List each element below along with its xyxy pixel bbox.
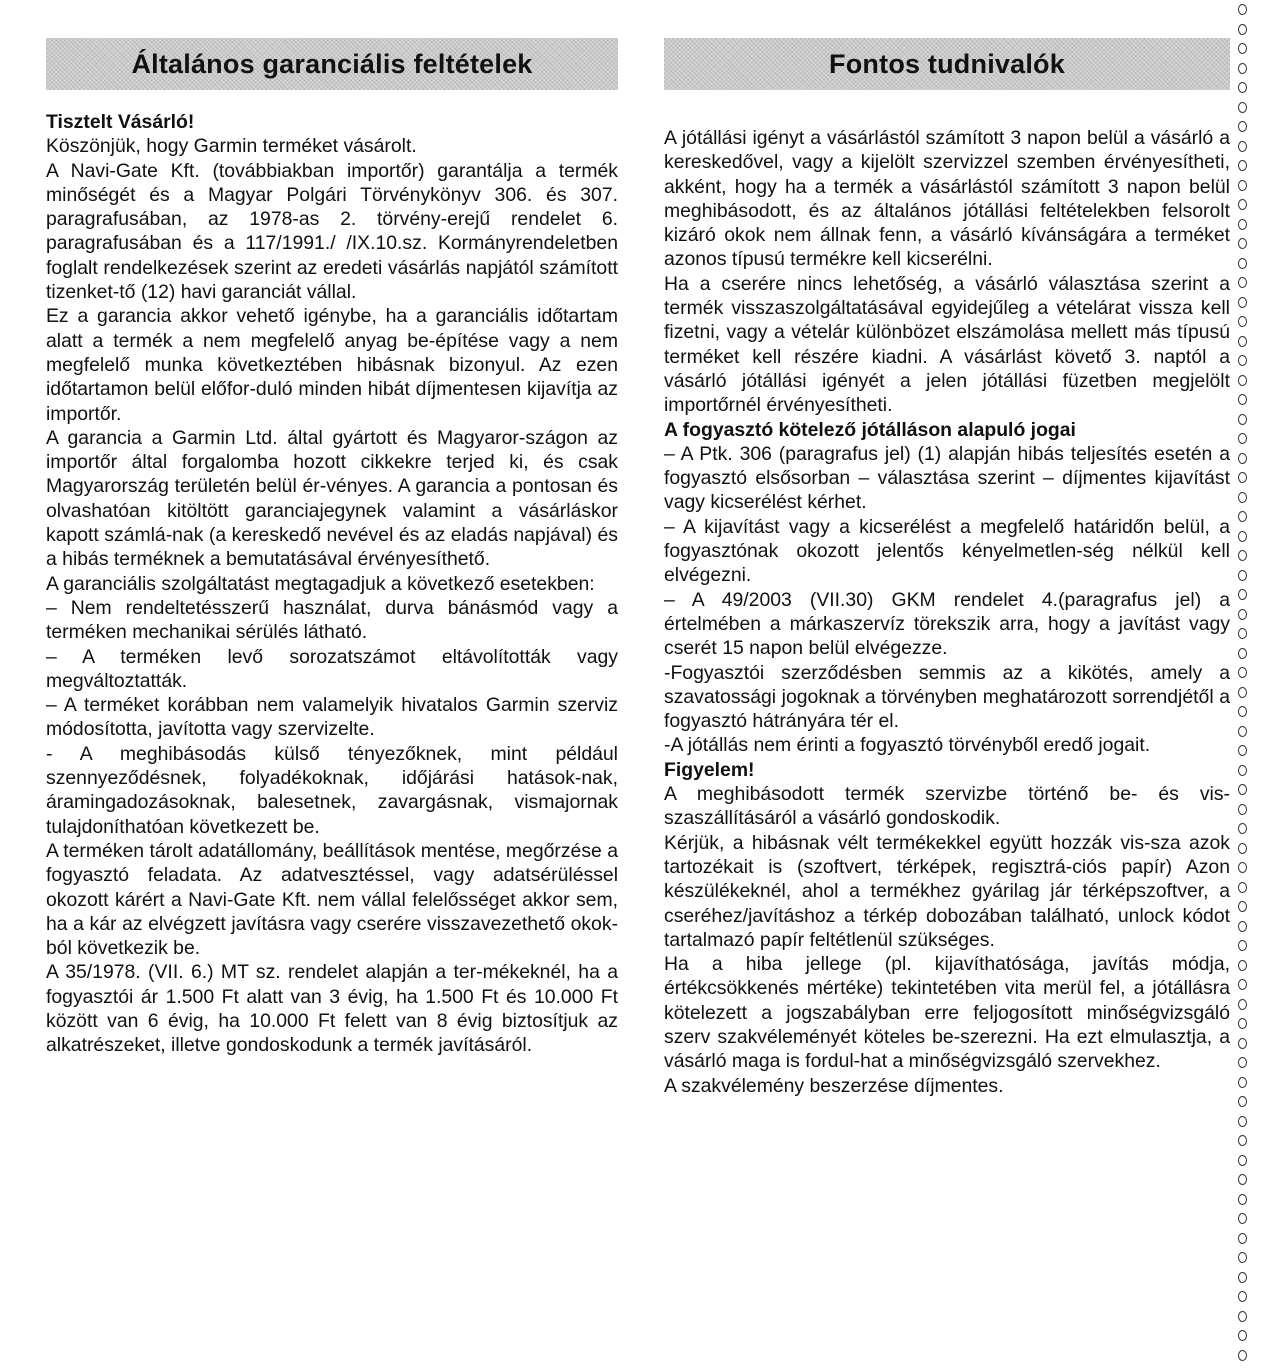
left-paragraph: – Nem rendeltetésszerű használat, durva bánásmód vagy a terméken mechanikai sérülés látható. (46, 596, 618, 644)
right-title: Fontos tudnivalók (829, 48, 1065, 79)
binding-hole (1238, 43, 1247, 54)
left-column (46, 38, 618, 1058)
left-paragraph: A 35/1978. (VII. 6.) MT sz. rendelet alapján a ter-mékeknél, ha a fogyasztói ár 1.500 Ft alatt van 3 évig, ha 1.500 Ft és 10.000 Ft között van 6 évig, ha 10.000 Ft felett van 8 évig biztosítjuk az alkatrészeket, illetve gondoskodunk a termék javításáról. (46, 961, 618, 1057)
binding-hole (1238, 531, 1247, 542)
binding-hole (1238, 823, 1247, 834)
binding-hole (1238, 745, 1247, 756)
left-paragraph: – A terméket korábban nem valamelyik hivatalos Garmin szerviz módosította, javította vagy szervizelte. (46, 694, 618, 741)
binding-hole (1238, 999, 1247, 1010)
right-paragraph: Ha a cserére nincs lehetőség, a vásárló választása szerint a termék visszaszolgáltatásával egyidejűleg a vételárat vissza kell fizetni, vagy a vételár különbözet elszámolása mellett más típusú terméket kell részére kiadni. A vásárlást követő 3. naptól a vásárló jótállási igényét a jelen jótállási füzetben megjelölt importőrnél érvényesítheti. (664, 272, 1230, 417)
right-paragraph: Figyelem! (664, 758, 755, 781)
binding-hole (1238, 63, 1247, 74)
binding-hole (1238, 1213, 1247, 1224)
left-body (46, 110, 618, 1058)
binding-hole (1238, 1291, 1247, 1302)
binding-hole (1238, 609, 1247, 620)
binding-hole (1238, 375, 1247, 386)
right-paragraph: Ha a hiba jellege (pl. kijavíthatósága, javítás módja, értékcsökkenés mértéke) tekintetében vita merül fel, a jótállásra kötelezett a jogszabályban erre feljogosított minőségvizsgáló szerv szakvéleményét köteles be-szerezni. Ha ezt elmulasztja, a vásárló maga is fordul-hat a minőségvizsgáló szervekhez. (664, 953, 1230, 1073)
left-paragraph: Ez a garancia akkor vehető igénybe, ha a garanciális időtartam alatt a termék a nem megfelelő anyag be-építése vagy a nem megfelelő munka következtében hibásnak bizonyul. Az ezen időtartamon belül előfor-duló minden hibát díjmentesen kijavítja az importőr. (46, 305, 618, 425)
right-paragraph: -A jótállás nem érinti a fogyasztó törvényből eredő jogait. (664, 734, 1151, 757)
binding-hole (1238, 726, 1247, 737)
binding-hole (1238, 4, 1247, 15)
spiral-binding (1237, 0, 1277, 1372)
binding-hole (1238, 862, 1247, 873)
binding-hole (1238, 511, 1247, 522)
left-paragraph: – A terméken levő sorozatszámot eltávolították vagy megváltoztatták. (46, 645, 618, 692)
binding-hole (1238, 355, 1247, 366)
left-paragraph: A garanciális szolgáltatást megtagadjuk a következő esetekben: (46, 572, 595, 595)
binding-hole (1238, 1077, 1247, 1088)
binding-hole (1238, 804, 1247, 815)
binding-hole (1238, 921, 1247, 932)
binding-hole (1238, 336, 1247, 347)
binding-hole (1238, 960, 1247, 971)
binding-hole (1238, 1135, 1247, 1146)
binding-hole (1238, 687, 1247, 698)
left-paragraph: A Navi-Gate Kft. (továbbiakban importőr) garantálja a termék minőségét és a Magyar Polgári Törvénykönyv 306. és 307. paragrafusában, az 1978-as 2. törvény-erejű rendelet 6. paragrafusában és a 117/1991./ /IX.10.sz. Kormányrendeletben foglalt rendelkezések szerint az eredeti vásárlás napjától számított tizenket-tő (12) havi garanciát vállal. (46, 159, 618, 304)
binding-hole (1238, 24, 1247, 35)
binding-hole (1238, 316, 1247, 327)
binding-hole (1238, 901, 1247, 912)
binding-hole (1238, 199, 1247, 210)
binding-hole (1238, 1018, 1247, 1029)
right-paragraph: – A Ptk. 306 (paragrafus jel) (1) alapján hibás teljesítés esetén a fogyasztó elsősorban – választása szerint – díjmentes kijavítást vagy kicserélést kérhet. (664, 442, 1230, 514)
binding-hole (1238, 1057, 1247, 1068)
binding-hole (1238, 1252, 1247, 1263)
binding-hole (1238, 882, 1247, 893)
right-paragraph: – A 49/2003 (VII.30) GKM rendelet 4.(paragrafus jel) a értelmében a márkaszervíz törekszik arra, hogy a javítást vagy cserét 15 napon belül elvégezze. (664, 588, 1230, 660)
binding-hole (1238, 1311, 1247, 1322)
binding-hole (1238, 1350, 1247, 1361)
binding-hole (1238, 765, 1247, 776)
left-paragraph: Köszönjük, hogy Garmin terméket vásárolt. (46, 135, 417, 158)
binding-hole (1238, 940, 1247, 951)
binding-hole (1238, 1155, 1247, 1166)
binding-hole (1238, 180, 1247, 191)
binding-hole (1238, 297, 1247, 308)
binding-hole (1238, 160, 1247, 171)
binding-hole (1238, 628, 1247, 639)
right-column (664, 38, 1230, 1098)
binding-hole (1238, 1233, 1247, 1244)
right-paragraph: A meghibásodott termék szervizbe történő be- és vis-szaszállításáról a vásárló gondoskodik. (664, 783, 1230, 830)
binding-hole (1238, 277, 1247, 288)
binding-hole (1238, 141, 1247, 152)
binding-hole (1238, 258, 1247, 269)
binding-hole (1238, 589, 1247, 600)
right-paragraph: A fogyasztó kötelező jótálláson alapuló jogai (664, 418, 1076, 441)
right-paragraph: A jótállási igényt a vásárlástól számított 3 napon belül a vásárló a kereskedővel, vagy a kijelölt szervizzel szemben érvényesítheti, akként, hogy ha a termék a vásárlástól számított 3 napon belül meghibásodott, és az általános jótállási feltételekben felsorolt kizáró okok nem állnak fenn, a vásárló kívánságára a terméket azonos típusú termékre kell kicserélni. (664, 127, 1230, 271)
binding-hole (1238, 979, 1247, 990)
right-paragraph: – A kijavítást vagy a kicserélést a megfelelő határidőn belül, a fogyasztónak okozott jelentős kényelmetlen-ség nélkül kell elvégezni. (664, 515, 1230, 587)
binding-hole (1238, 1330, 1247, 1341)
left-title: Általános garanciális feltételek (131, 48, 533, 79)
left-paragraph: A terméken tárolt adatállomány, beállítások mentése, megőrzése a fogyasztó feladata. Az adatvesztéssel, vagy adatsérüléssel okozott kárért a Navi-Gate Kft. nem vállal felelősséget akkor sem, ha a kár az elvégzett javításra vagy cserére visszavezethető okok-ból következik be. (46, 839, 618, 960)
binding-hole (1238, 843, 1247, 854)
binding-hole (1238, 238, 1247, 249)
binding-hole (1238, 1096, 1247, 1107)
right-paragraph: Kérjük, a hibásnak vélt termékekkel együtt hozzák vis-sza azok tartozékait is (szoftvert, térképek, regisztrá-ciós papír) Azon készülékeknél, ahol a termékhez gyárilag jár térképszoftver, a cseréhez/javításhoz a térkép dobozában található, unlock kódot tartalmazó papír feltétlenül szükséges. (664, 831, 1230, 951)
right-paragraph: A szakvélemény beszerzése díjmentes. (664, 1074, 1004, 1097)
binding-hole (1238, 706, 1247, 717)
binding-hole (1238, 1038, 1247, 1049)
right-paragraph: -Fogyasztói szerződésben semmis az a kikötés, amely a szavatossági jogoknak a törvényben meghatározott sorrendjétől a fogyasztó hátrányára tér el. (664, 661, 1230, 733)
binding-hole (1238, 219, 1247, 230)
binding-hole (1238, 570, 1247, 581)
left-paragraph: Tisztelt Vásárló! (46, 111, 195, 133)
binding-hole (1238, 121, 1247, 132)
binding-hole (1238, 492, 1247, 503)
binding-hole (1238, 667, 1247, 678)
binding-hole (1238, 1272, 1247, 1283)
binding-hole (1238, 648, 1247, 659)
binding-hole (1238, 1194, 1247, 1205)
left-title-bar (46, 38, 618, 90)
binding-hole (1238, 414, 1247, 425)
right-body (664, 126, 1230, 1098)
right-title-bar (664, 38, 1230, 90)
left-paragraph: A garancia a Garmin Ltd. által gyártott és Magyaror-szágon az importőr által forgalomba hozott cikkekre terjed ki, és csak Magyarország területén belül ér-vényes. A garancia a pontosan és olvashatóan kitöltött garanciajegynek valamint a vásárláskor kapott számlá-nak (a kereskedő nevével és az eladás napjával) és a hibás terméknek a bemutatásával érvényesíthető. (46, 426, 618, 571)
binding-hole (1238, 433, 1247, 444)
binding-hole (1238, 394, 1247, 405)
binding-hole (1238, 550, 1247, 561)
binding-hole (1238, 102, 1247, 113)
left-paragraph: - A meghibásodás külső tényezőknek, mint például szennyeződésnek, folyadékoknak, időjárási hatások-nak, áramingadozásoknak, balesetnek, zavargásnak, vismajornak tulajdoníthatóan következett be. (46, 742, 618, 838)
binding-hole (1238, 1116, 1247, 1127)
binding-hole (1238, 1174, 1247, 1185)
binding-hole (1238, 82, 1247, 93)
binding-hole (1238, 784, 1247, 795)
binding-hole (1238, 453, 1247, 464)
binding-hole (1238, 472, 1247, 483)
